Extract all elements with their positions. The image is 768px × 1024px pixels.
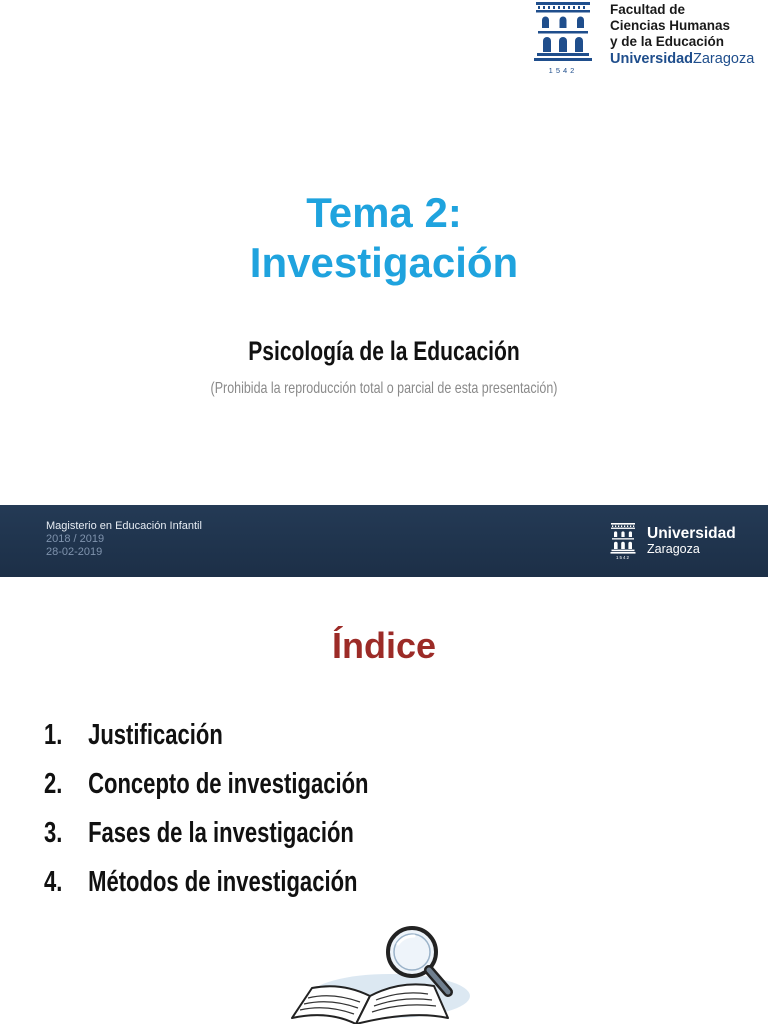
index-item	[44, 718, 369, 767]
faculty-logo	[530, 0, 768, 80]
index-item-label: Métodos de investigación	[88, 866, 358, 898]
index-item-number: 3.	[44, 817, 63, 849]
index-item-label: Justificación	[88, 719, 223, 751]
footer-info	[46, 520, 202, 559]
emblem-year: 1542	[548, 66, 578, 75]
slide-title	[0, 188, 768, 288]
index-item-number: 4.	[44, 866, 63, 898]
index-item-label: Concepto de investigación	[88, 768, 369, 800]
footer-university-logo	[610, 522, 750, 562]
index-item	[44, 767, 369, 816]
index-slide	[0, 578, 768, 1024]
title-line-2: Investigación	[249, 239, 519, 286]
footer-emblem-year: 1542	[615, 555, 630, 560]
university-wordmark-city: Zaragoza	[693, 51, 755, 67]
footer-academic-year: 2018 / 2019	[46, 533, 105, 545]
faculty-name-block	[610, 2, 754, 68]
faculty-line-1: Facultad de	[610, 2, 686, 17]
faculty-line-3: y de la Educación	[610, 34, 725, 49]
index-item	[44, 816, 369, 865]
index-title: Índice	[331, 625, 437, 666]
index-item-number: 1.	[44, 719, 63, 751]
slide-footer	[0, 505, 768, 577]
footer-date: 28-02-2019	[46, 546, 103, 558]
course-subtitle: Psicología de la Educación	[248, 336, 520, 366]
title-line-1: Tema 2:	[306, 189, 462, 236]
index-list	[44, 718, 471, 914]
magnifier-over-book-icon	[272, 926, 492, 1024]
index-item	[44, 865, 369, 914]
index-item-label: Fases de la investigación	[88, 817, 354, 849]
university-wordmark-bold: Universidad	[610, 51, 693, 67]
footer-program: Magisterio en Educación Infantil	[46, 520, 202, 532]
copyright-notice: (Prohibida la reproducción total o parcial de esta presentación)	[210, 380, 558, 397]
footer-university-city: Zaragoza	[647, 542, 700, 556]
footer-university-name: Universidad	[647, 525, 736, 542]
university-wordmark	[610, 50, 754, 68]
faculty-line-2: Ciencias Humanas	[610, 18, 731, 33]
index-item-number: 2.	[44, 768, 63, 800]
